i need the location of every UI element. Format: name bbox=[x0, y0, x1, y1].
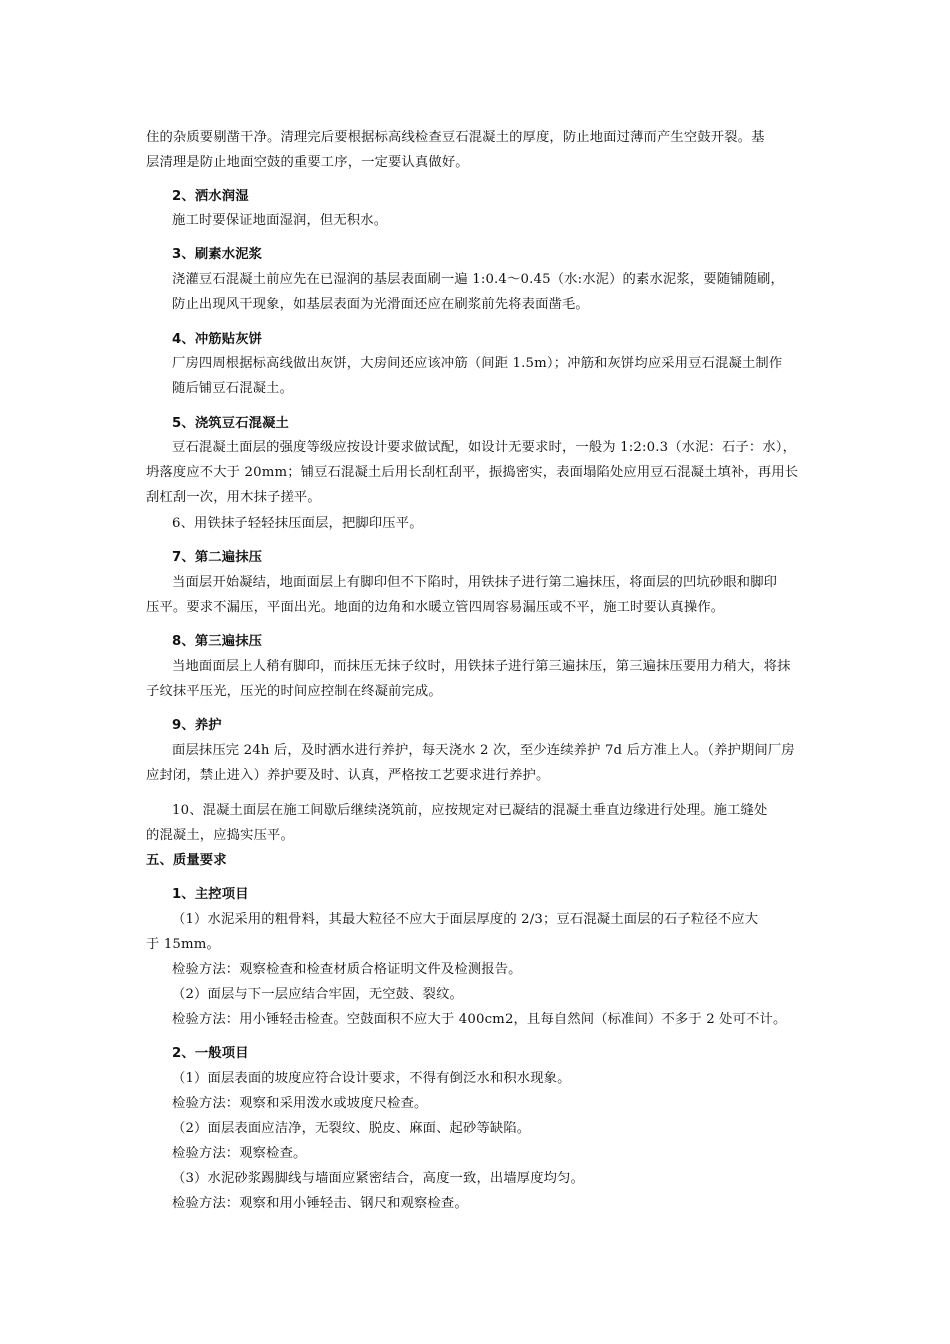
text-line: 层清理是防止地面空鼓的重要工序，一定要认真做好。 bbox=[146, 155, 469, 170]
text-line: 于 15mm。 bbox=[146, 937, 221, 952]
text-line: 应封闭，禁止进入）养护要及时、认真，严格按工艺要求进行养护。 bbox=[146, 768, 550, 783]
text-line: 子纹抹平压光，压光的时间应控制在终凝前完成。 bbox=[146, 684, 442, 699]
text-line: 检验方法：观察和采用泼水或坡度尺检查。 bbox=[172, 1096, 428, 1111]
section-heading: 3、刷素水泥浆 bbox=[172, 247, 263, 262]
text-line: 检验方法：用小锤轻击检查。空鼓面积不应大于 400cm2，且每自然间（标准间）不多于 2 处可不计。 bbox=[172, 1012, 787, 1027]
section-heading: 2、洒水润湿 bbox=[172, 189, 249, 204]
text-line: （1）面层表面的坡度应符合设计要求，不得有倒泛水和积水现象。 bbox=[172, 1071, 571, 1086]
text-line: （3）水泥砂浆踢脚线与墙面应紧密结合，高度一致，出墙厚度均匀。 bbox=[172, 1171, 585, 1186]
text-line: 检验方法：观察检查。 bbox=[172, 1146, 307, 1161]
text-line: 随后铺豆石混凝土。 bbox=[172, 381, 294, 396]
text-line: 6、用铁抹子轻轻抹压面层，把脚印压平。 bbox=[172, 516, 423, 531]
text-line: 施工时要保证地面湿润，但无积水。 bbox=[172, 213, 388, 228]
text-line: 面层抹压完 24h 后，及时洒水进行养护，每天浇水 2 次，至少连续养护 7d 后方准上人。（养护期间厂房 bbox=[172, 743, 795, 758]
text-line: 住的杂质要剔凿干净。清理完后要根据标高线检查豆石混凝土的厚度，防止地面过薄而产生空鼓开裂。基 bbox=[146, 130, 765, 145]
text-line: 的混凝土，应捣实压平。 bbox=[146, 828, 294, 843]
text-line: （1）水泥采用的粗骨料，其最大粒径不应大于面层厚度的 2/3；豆石混凝土面层的石子粒径不应大 bbox=[172, 912, 759, 927]
text-line: 压平。要求不漏压，平面出光。地面的边角和水暖立管四周容易漏压或不平，施工时要认真操作。 bbox=[146, 600, 725, 615]
section-heading: 4、冲筋贴灰饼 bbox=[172, 332, 263, 347]
section-heading: 5、浇筑豆石混凝土 bbox=[172, 416, 289, 431]
text-line: 浇灌豆石混凝土前应先在已湿润的基层表面刷一遍 1:0.4～0.45（水:水泥）的素水泥浆，要随铺随刷， bbox=[172, 272, 784, 287]
section-heading: 2、一般项目 bbox=[172, 1046, 249, 1061]
section-heading: 7、第二遍抹压 bbox=[172, 550, 263, 565]
text-line: 检验方法：观察检查和检查材质合格证明文件及检测报告。 bbox=[172, 962, 522, 977]
text-line: （2）面层表面应洁净，无裂纹、脱皮、麻面、起砂等缺陷。 bbox=[172, 1121, 531, 1136]
text-line: 10、混凝土面层在施工间歇后继续浇筑前，应按规定对已凝结的混凝土垂直边缘进行处理。施工缝处 bbox=[172, 803, 768, 818]
section-heading: 8、第三遍抹压 bbox=[172, 634, 263, 649]
section-heading: 五、质量要求 bbox=[146, 853, 227, 868]
text-line: 豆石混凝土面层的强度等级应按设计要求做试配，如设计无要求时，一般为 1:2:0.3（水泥：石子：水）， bbox=[172, 440, 797, 455]
text-line: （2）面层与下一层应结合牢固，无空鼓、裂纹。 bbox=[172, 987, 463, 1002]
section-heading: 1、主控项目 bbox=[172, 887, 249, 902]
text-line: 坍落度应不大于 20mm；铺豆石混凝土后用长刮杠刮平，振捣密实，表面塌陷处应用豆石混凝土填补，再用长 bbox=[146, 465, 799, 480]
text-line: 刮杠刮一次，用木抹子搓平。 bbox=[146, 490, 321, 505]
section-heading: 9、养护 bbox=[172, 718, 222, 733]
text-line: 检验方法：观察和用小锤轻击、钢尺和观察检查。 bbox=[172, 1196, 468, 1211]
text-line: 防止出现风干现象，如基层表面为光滑面还应在刷浆前先将表面凿毛。 bbox=[172, 297, 589, 312]
text-line: 当地面面层上人稍有脚印，而抹压无抹子纹时，用铁抹子进行第三遍抹压，第三遍抹压要用力稍大，将抹 bbox=[172, 659, 791, 674]
text-line: 当面层开始凝结，地面面层上有脚印但不下陷时，用铁抹子进行第二遍抹压，将面层的凹坑砂眼和脚印 bbox=[172, 575, 778, 590]
text-line: 厂房四周根据标高线做出灰饼，大房间还应该冲筋（间距 1.5m）；冲筋和灰饼均应采用豆石混凝土制作 bbox=[172, 356, 783, 371]
